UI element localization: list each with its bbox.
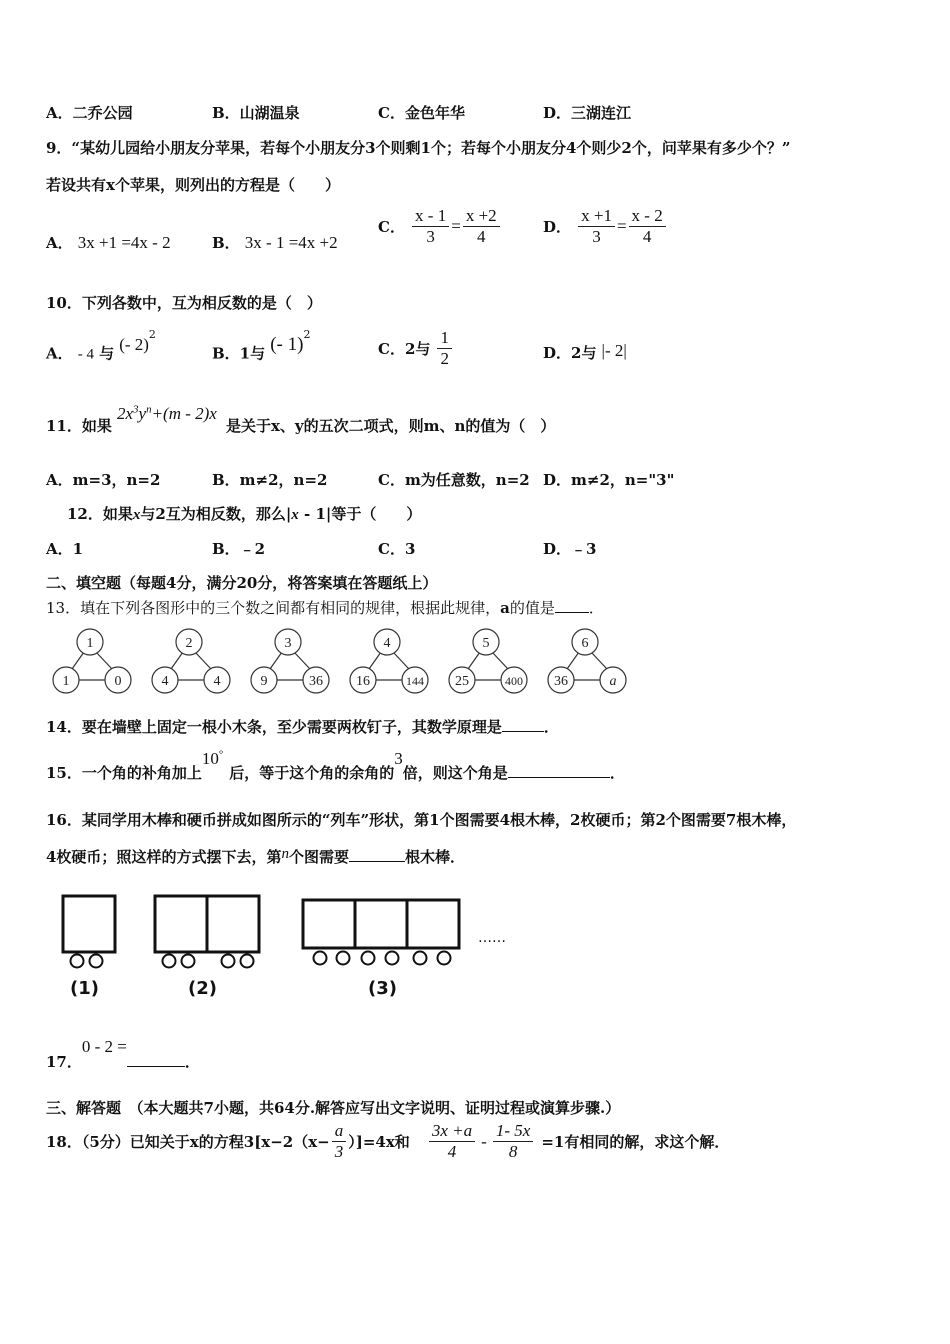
- q12-x-var-2: x: [291, 507, 299, 523]
- section3-title: 三、解答题 （本大题共7小题，共64分.解答应写出文字说明、证明过程或演算步骤.）: [46, 1099, 621, 1117]
- q13-node-right-label: a: [609, 674, 617, 689]
- q16-coin: [438, 952, 451, 965]
- q17-end: ．: [184, 1053, 200, 1071]
- q16-fig-label-2: (2): [188, 978, 217, 999]
- q16-coin: [90, 955, 103, 968]
- q13-edge: [591, 652, 607, 669]
- q16-coin: [222, 955, 235, 968]
- q13-figure-4: [350, 629, 428, 693]
- q18-fraction-a-over-3: [332, 1121, 347, 1162]
- q11-option-b: B．m≠2，n=2: [212, 471, 328, 489]
- q10-a-label: A．: [46, 344, 73, 363]
- q18-f1-den: 3: [334, 1142, 344, 1161]
- q13-figure-2: [152, 629, 230, 693]
- q10-d-abs: |- 2|: [601, 341, 627, 360]
- q16-coin: [314, 952, 327, 965]
- q16-fig3-car-2: [355, 900, 407, 948]
- q13-node-right-label: 36: [309, 674, 323, 689]
- q16-coin: [163, 955, 176, 968]
- q9-c-den-right: 4: [476, 227, 486, 246]
- q11-stem: [46, 403, 556, 436]
- q9-c-num-right: x +2: [463, 206, 500, 227]
- q9-option-a: [46, 232, 171, 253]
- q9-d-num-right: x - 2: [629, 206, 666, 227]
- q13-node-left-label: 36: [554, 674, 568, 689]
- q10-stem: 10．下列各数中，互为相反数的是（ ）: [46, 294, 322, 312]
- q15-deg-value: 10: [201, 749, 219, 768]
- q13-figure-5: [449, 629, 527, 693]
- q9-b-expr: 3x - 1 =4x +2: [244, 233, 338, 252]
- q14-text: 14．要在墙壁上固定一根小木条，至少需要两枚钉子，其数学原理是: [46, 718, 502, 736]
- q10-b-label: B．1与: [212, 344, 266, 363]
- q9-stem-line1: 9．“某幼儿园给小朋友分苹果，若每个小朋友分3个则剩1个；若每个小朋友分4个则少2个，问苹果有多少个？”: [46, 139, 791, 157]
- q18-f3-num: 1- 5x: [493, 1121, 533, 1142]
- q10-a-exponent: 2: [148, 328, 156, 341]
- q11-prefix: 11．如果: [46, 417, 112, 435]
- q11-exp-3: 3: [133, 403, 139, 416]
- q16-coin: [386, 952, 399, 965]
- q11-option-c: C．m为任意数，n=2: [378, 471, 530, 489]
- q10-c-num: 1: [437, 328, 452, 349]
- q13-edge: [567, 652, 579, 669]
- q13-edge: [96, 652, 112, 669]
- q16-fig-label-3: (3): [368, 978, 397, 999]
- q13-node-top-label: 3: [284, 636, 292, 651]
- q11-exp-n: n: [146, 403, 152, 416]
- q13-node-left-label: 4: [161, 674, 169, 689]
- section2-title: 二、填空题（每题4分，满分20分，将答案填在答题纸上）: [46, 574, 438, 592]
- q12-stem-pre: 12．如果: [67, 505, 133, 523]
- q13-edge: [72, 652, 84, 669]
- q13-node-right-label: 144: [406, 674, 424, 688]
- q13-node-right-label: 400: [505, 674, 523, 688]
- q10-b-base: (- 1): [270, 334, 304, 356]
- q18-f3-den: 8: [508, 1142, 518, 1161]
- q13-edge: [294, 652, 310, 669]
- q12-option-a: A．1: [46, 540, 84, 558]
- q13-stem-post: 的值是: [509, 599, 555, 617]
- q13-node-left-label: 1: [62, 674, 70, 689]
- q17-number: 17．: [46, 1053, 82, 1071]
- q8-option-b: B．山湖温泉: [212, 104, 300, 122]
- q9-a-expr: 3x +1 =4x - 2: [77, 233, 171, 252]
- q18-f2-num: 3x +a: [429, 1121, 475, 1142]
- q13-end: ．: [588, 599, 604, 617]
- q12-option-d: D．﹣3: [543, 540, 597, 558]
- q13-figures: [40, 624, 640, 696]
- q16-line2: [46, 846, 465, 867]
- q9-option-d: [543, 206, 668, 247]
- q13-stem-pre: 13．填在下列各图形中的三个数之间都有相同的规律，根据此规律，: [46, 599, 501, 617]
- q14-end: ．: [543, 718, 559, 736]
- q17-expression: 0 - 2 =: [81, 1037, 127, 1056]
- q11-expr-2x: 2x: [116, 404, 134, 423]
- q15-answer-blank[interactable]: [508, 762, 610, 778]
- q12-stem-post: - 1|等于（ ）: [298, 505, 422, 523]
- q12-option-c: C．3: [378, 540, 416, 558]
- q10-b-exponent: 2: [303, 328, 311, 341]
- q11-suffix: 是关于x、y的五次二项式，则m、n的值为（ ）: [225, 417, 556, 435]
- q16-fig2-car-2: [207, 896, 259, 952]
- q9-c-fraction-right: [463, 206, 500, 247]
- q13-edge: [468, 652, 480, 669]
- q18-f1-num: a: [332, 1121, 347, 1142]
- q12-option-b: B．﹣2: [212, 540, 266, 558]
- q16-line2-pre: 4枚硬币；照这样的方式摆下去，第: [46, 848, 282, 866]
- q9-d-fraction-right: [629, 206, 666, 247]
- q9-d-label: D．: [543, 218, 572, 236]
- q12-stem: [67, 503, 421, 524]
- q15-multiplier: 3: [394, 749, 403, 768]
- q8-option-c: C．金色年华: [378, 104, 465, 122]
- q13-edge: [270, 652, 282, 669]
- q16-fig2-car-1: [155, 896, 207, 952]
- q13-node-left-label: 16: [356, 674, 370, 689]
- q14-answer-blank[interactable]: [502, 716, 544, 732]
- q16-fig3-car-3: [407, 900, 459, 948]
- q8-option-a: A．二乔公园: [46, 104, 133, 122]
- q9-c-fraction-left: [412, 206, 449, 247]
- q13-figure-3: [251, 629, 329, 693]
- q13-figure-1: [53, 629, 131, 693]
- q11-expr-y: y: [138, 404, 147, 423]
- q13-node-top-label: 4: [383, 636, 391, 651]
- q13-node-right-label: 0: [114, 674, 122, 689]
- q10-option-b: [212, 328, 311, 364]
- q15-deg-symbol: °: [218, 748, 224, 761]
- q13-node-top-label: 6: [581, 636, 589, 651]
- q9-b-label: B．: [212, 234, 240, 252]
- q16-fig1-car: [63, 896, 115, 952]
- q18-pre: 18．（5分）已知关于x的方程3[x−2（x−: [46, 1133, 330, 1151]
- q9-d-den-left: 3: [592, 227, 601, 246]
- q10-a-base: (- 2): [119, 335, 149, 355]
- q9-d-equals: =: [616, 216, 627, 236]
- q13-node-left-label: 9: [260, 674, 268, 689]
- q18-fraction-1-minus-5x: [493, 1121, 533, 1162]
- q13-stem: [46, 597, 604, 618]
- q11-option-d: D．m≠2，n="3": [543, 471, 675, 489]
- q13-edge: [195, 652, 211, 669]
- q14-stem: [46, 716, 559, 737]
- q16-coin: [241, 955, 254, 968]
- q18-post: =1有相同的解，求这个解．: [541, 1133, 730, 1151]
- q9-a-label: A．: [46, 234, 73, 252]
- q15-mid: 后，等于这个角的余角的: [229, 764, 395, 782]
- q13-edge: [492, 652, 508, 669]
- q8-option-d: D．三湖连江: [543, 104, 632, 122]
- q13-figure-6: [548, 629, 626, 693]
- q18-minus: -: [481, 1131, 487, 1151]
- q13-node-top-label: 1: [86, 636, 94, 651]
- q15-degrees: [202, 749, 223, 768]
- q9-option-c: [378, 206, 502, 247]
- q10-a-with: 与: [99, 344, 115, 363]
- q10-option-c: [378, 328, 454, 369]
- q9-d-num-left: x +1: [578, 206, 615, 227]
- q15-pre: 15．一个角的补角加上: [46, 764, 202, 782]
- q10-c-fraction: [437, 328, 452, 369]
- q16-line2-post: 根木棒．: [404, 848, 465, 866]
- q15-end: ．: [609, 764, 625, 782]
- q16-coin: [182, 955, 195, 968]
- q10-c-den: 2: [440, 349, 449, 368]
- q16-line2-mid: 个图需要: [288, 848, 349, 866]
- q9-c-num-left: x - 1: [412, 206, 449, 227]
- q9-c-label: C．: [378, 218, 405, 236]
- q17-stem: [46, 1036, 200, 1071]
- q16-coin: [71, 955, 84, 968]
- q13-node-left-label: 25: [455, 674, 469, 689]
- q13-edge: [393, 652, 409, 669]
- q9-c-den-left: 3: [426, 227, 435, 246]
- q13-edge: [369, 652, 381, 669]
- q13-answer-blank[interactable]: [555, 597, 589, 613]
- q16-ellipsis: ……: [478, 930, 506, 946]
- q16-line1: 16．某同学用木棒和硬币拼成如图所示的“列车”形状，第1个图需要4根木棒，2枚硬币；第2个图需要7根木棒，: [46, 811, 797, 829]
- q11-expression: [117, 404, 217, 423]
- q9-stem-line2: 若设共有x个苹果，则列出的方程是（ ）: [46, 176, 340, 194]
- q12-stem-mid: 与2互为相反数，那么|: [140, 505, 292, 523]
- q10-a-value: - 4: [77, 346, 94, 363]
- q13-node-right-label: 4: [213, 674, 221, 689]
- q18-fraction-3x-plus-a: [429, 1121, 475, 1162]
- q18-f2-den: 4: [447, 1142, 457, 1161]
- q18-stem: [46, 1121, 729, 1162]
- q10-c-label: C．2与: [378, 340, 431, 358]
- q15-post: 倍，则这个角是: [402, 764, 508, 782]
- q13-node-top-label: 2: [185, 636, 193, 651]
- q15-stem: [46, 748, 625, 783]
- q13-edge: [171, 652, 183, 669]
- q9-c-equals: =: [451, 216, 461, 236]
- q12-x-var: x: [132, 507, 141, 523]
- q11-option-a: A．m=3，n=2: [46, 471, 161, 489]
- q10-option-a: [46, 328, 156, 363]
- q10-d-label: D．2与: [543, 344, 597, 362]
- q16-coin: [414, 952, 427, 965]
- q16-n-var: n: [281, 846, 289, 862]
- q9-option-b: [212, 232, 338, 253]
- q13-node-top-label: 5: [482, 636, 490, 651]
- q16-answer-blank[interactable]: [349, 846, 405, 862]
- q11-expr-m2x: +(m - 2)x: [151, 404, 217, 423]
- q9-d-fraction-left: [578, 206, 615, 247]
- q16-coin: [337, 952, 350, 965]
- q13-a-var: a: [500, 599, 510, 617]
- q16-fig3-car-1: [303, 900, 355, 948]
- q17-answer-blank[interactable]: [127, 1051, 185, 1067]
- q16-coin: [362, 952, 375, 965]
- q10-option-d: [543, 342, 627, 363]
- q9-d-den-right: 4: [642, 227, 652, 246]
- q16-train-figures: [50, 890, 550, 1010]
- q16-fig-label-1: (1): [70, 978, 99, 999]
- q18-mid: ）]=4x和: [348, 1133, 410, 1151]
